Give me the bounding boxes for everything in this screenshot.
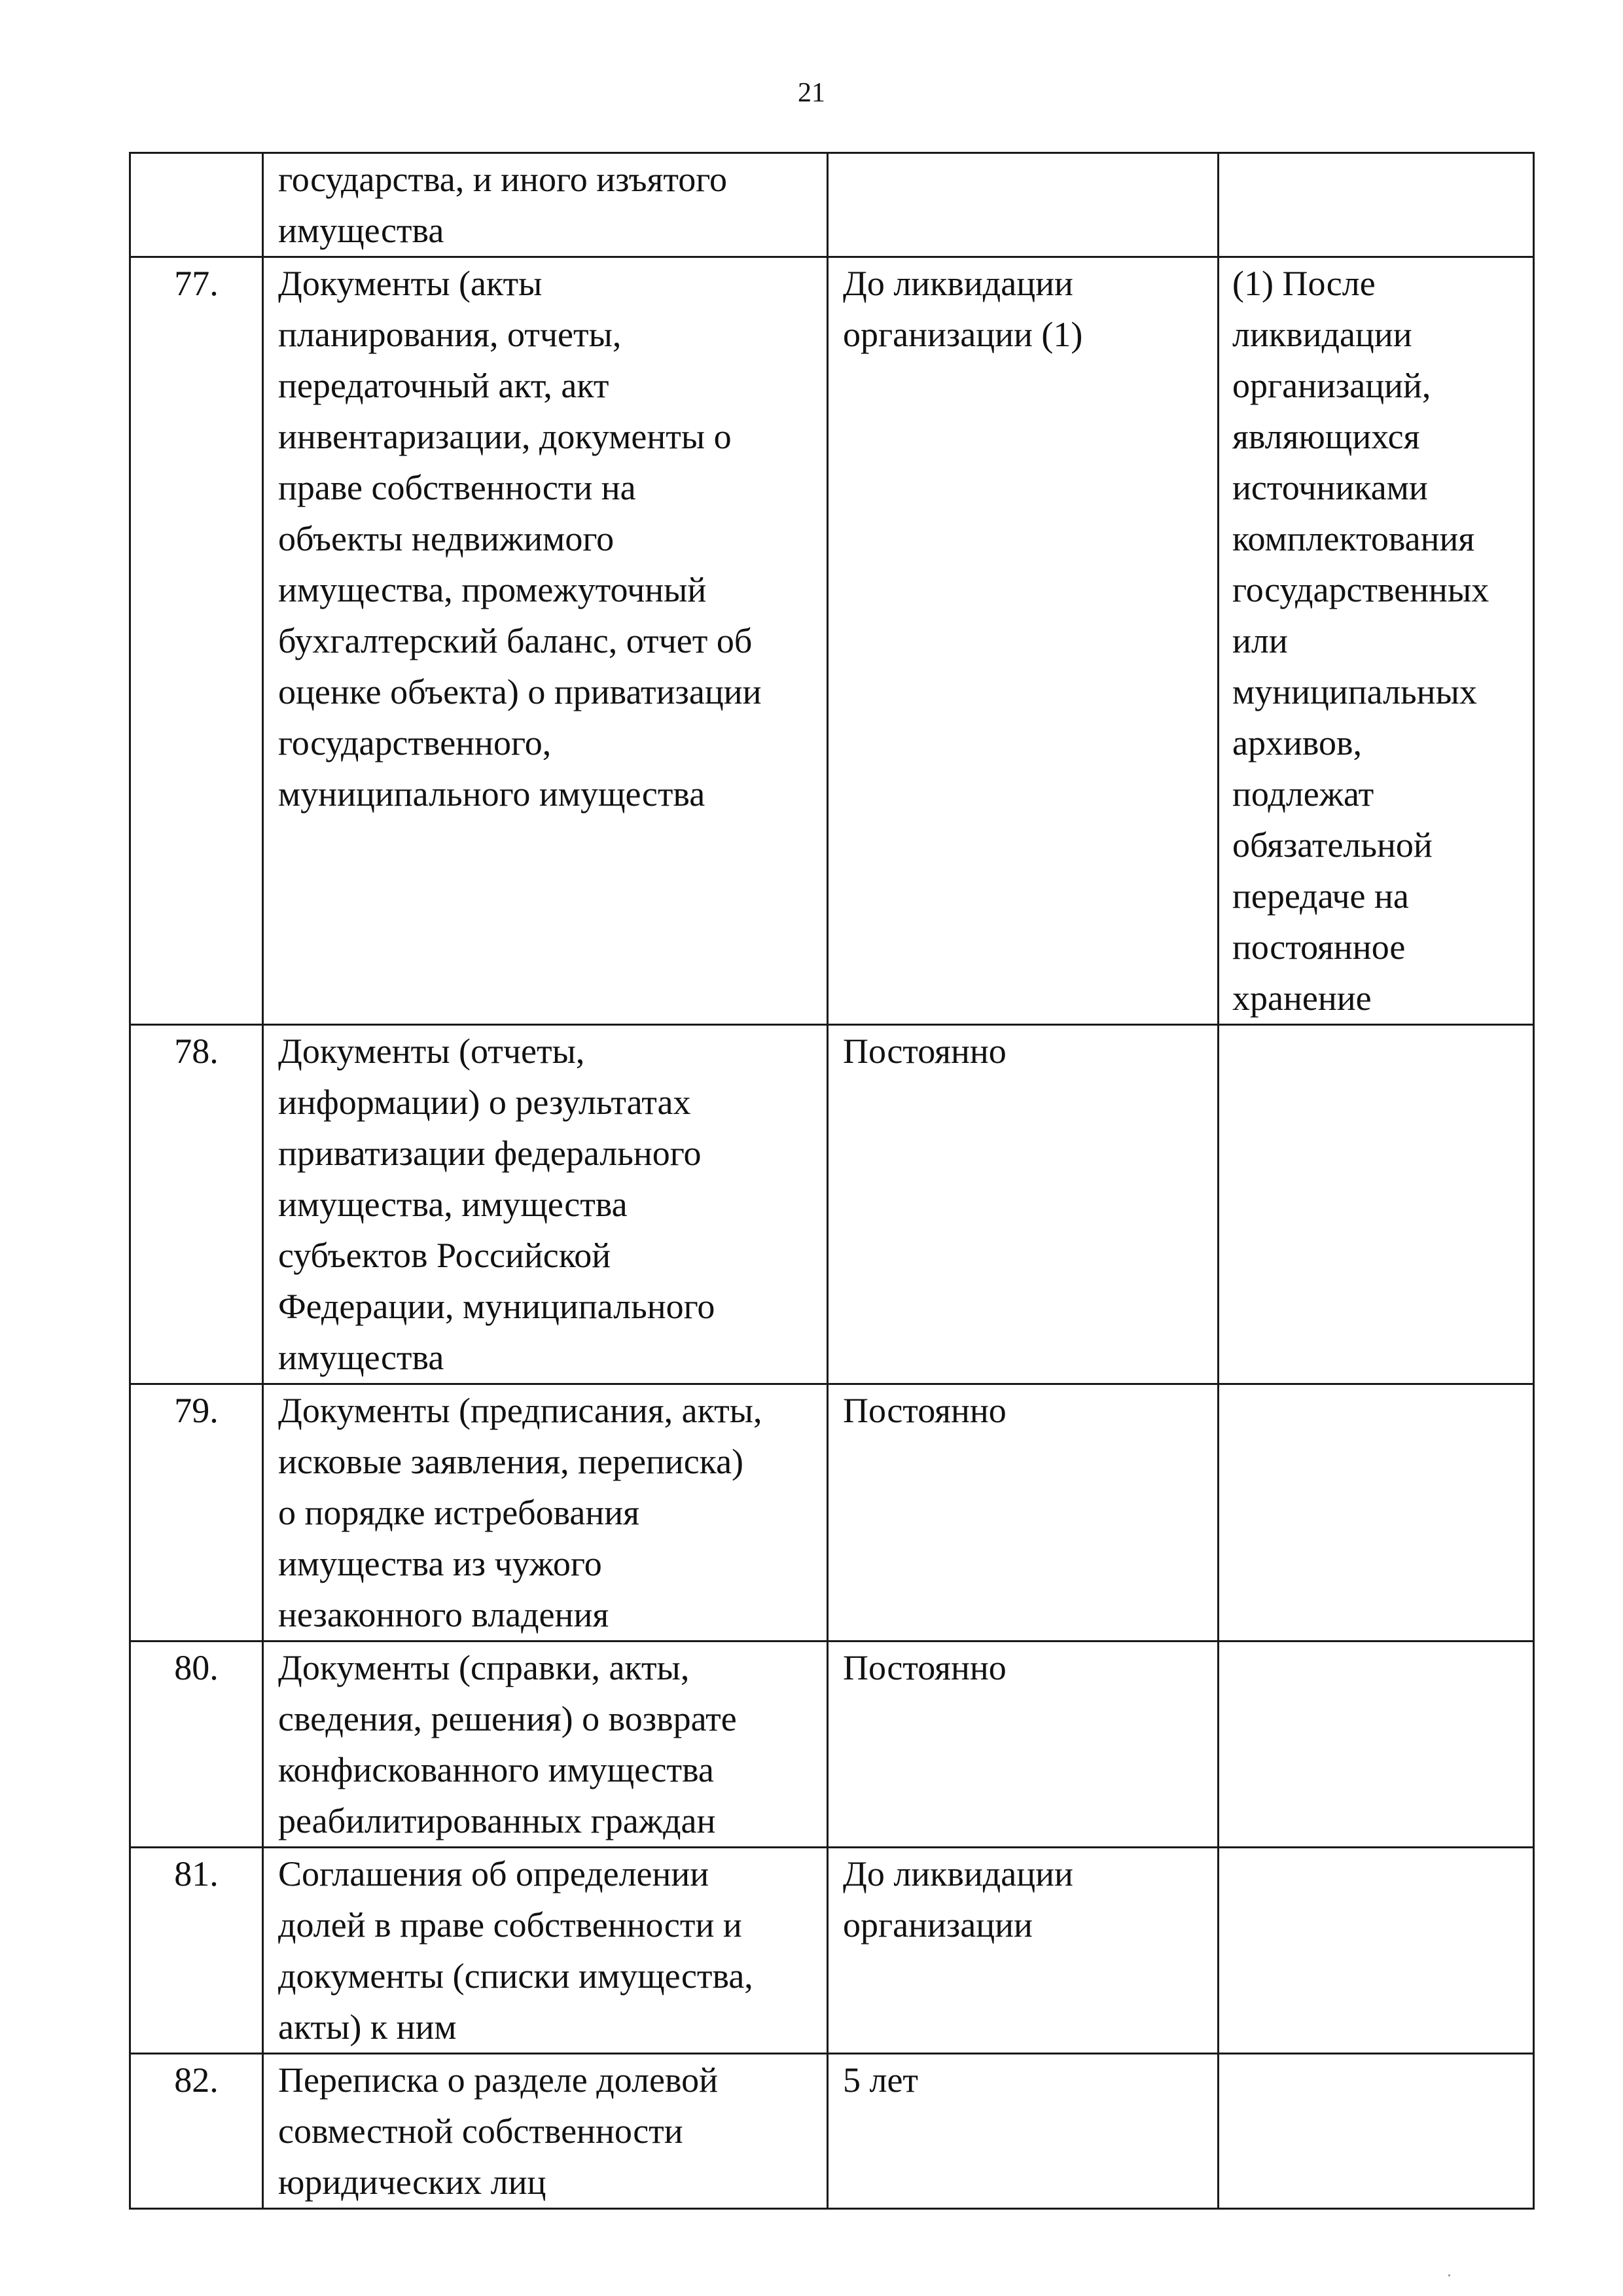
retention-term: [828, 153, 1219, 257]
note: [1219, 1848, 1534, 2054]
note: [1219, 2054, 1534, 2209]
table-row: [130, 153, 1534, 257]
row-number: 79.: [130, 1384, 263, 1641]
table-row: [130, 1641, 1534, 1848]
document-type: Документы (акты планирования, отчеты, передаточный акт, акт инвентаризации, документы о праве собственности на объекты недвижимого имущества, промежуточный бухгалтерский баланс, отчет об оценке объекта) о приватизации государственного, муниципального имущества: [263, 257, 828, 1025]
note: [1219, 1025, 1534, 1384]
row-number: 78.: [130, 1025, 263, 1384]
retention-term: Постоянно: [828, 1025, 1219, 1384]
document-type: Соглашения об определении долей в праве собственности и документы (списки имущества, акты) к ним: [263, 1848, 828, 2054]
retention-term: До ликвидации организации: [828, 1848, 1219, 2054]
retention-term: Постоянно: [828, 1641, 1219, 1848]
note: [1219, 1384, 1534, 1641]
scan-speck: [1448, 2274, 1450, 2276]
records-table: [129, 152, 1535, 2210]
table-row: [130, 1848, 1534, 2054]
document-type: Документы (предписания, акты, исковые заявления, переписка) о порядке истребования имущества из чужого незаконного владения: [263, 1384, 828, 1641]
row-number: 81.: [130, 1848, 263, 2054]
table-row: [130, 1384, 1534, 1641]
note: [1219, 1641, 1534, 1848]
note: [1219, 153, 1534, 257]
row-number: 77.: [130, 257, 263, 1025]
table-row: [130, 2054, 1534, 2209]
document-type: Документы (справки, акты, сведения, решения) о возврате конфискованного имущества реабилитированных граждан: [263, 1641, 828, 1848]
document-type: Переписка о разделе долевой совместной собственности юридических лиц: [263, 2054, 828, 2209]
table-row: [130, 1025, 1534, 1384]
table-row: [130, 257, 1534, 1025]
retention-term: Постоянно: [828, 1384, 1219, 1641]
page-number: 21: [798, 78, 825, 108]
retention-term: 5 лет: [828, 2054, 1219, 2209]
row-number: 82.: [130, 2054, 263, 2209]
note: (1) После ликвидации организаций, являющихся источниками комплектования государственных или муниципальных архивов, подлежат обязательной передаче на постоянное хранение: [1219, 257, 1534, 1025]
row-number: 80.: [130, 1641, 263, 1848]
row-number: [130, 153, 263, 257]
retention-term: До ликвидации организации (1): [828, 257, 1219, 1025]
document-type: Документы (отчеты, информации) о результатах приватизации федерального имущества, имущества субъектов Российской Федерации, муниципального имущества: [263, 1025, 828, 1384]
document-type: государства, и иного изъятого имущества: [263, 153, 828, 257]
